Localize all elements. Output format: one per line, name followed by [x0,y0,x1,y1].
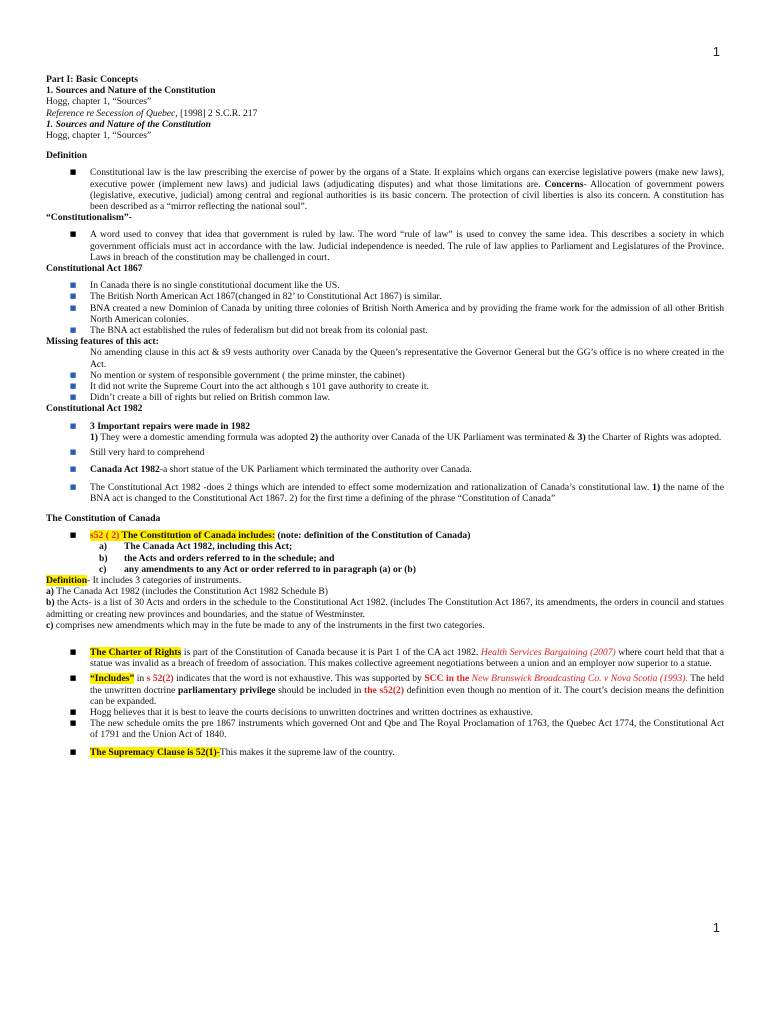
act1982-list [46,421,724,504]
list-item: c) any amendments to any Act or order referred to in paragraph (a) or (b) [99,563,416,575]
section-heading: 1. Sources and Nature of the Constitution [46,85,216,97]
constitution-of-canada-heading: The Constitution of Canada [46,512,161,524]
definition-heading: Definition [46,150,88,162]
list-item [46,229,724,263]
missing-features-first: No amending clause in this act & s9 vests authority over Canada by the Queen’s representative the Governor General but the GG’s office is no where created in the Act. [90,347,724,370]
blue-bullet-icon: ■ [69,303,77,312]
s52-2-reference: s 52(2) [146,673,174,685]
definition-list [46,167,724,212]
list-item: ■ The BNA act established the rules of federalism but did not break from its colonial past. [69,325,428,337]
square-bullet-icon: ■ [69,230,77,239]
category-a: a) The Canada Act 1982 (includes the Constitution Act 1982 Schedule B) [46,586,329,598]
definition-text: Constitutional law is the law prescribing the exercise of power by the organs of a State. It explains which organs can exercise legislative powers (make new laws), executive power (implement new laws) and judicial laws (adjudicating disputes) and what those limitations are. [90,167,724,190]
act1982-heading: Constitutional Act 1982 [46,403,143,415]
includes-label: “Includes” [90,673,135,685]
category-b: b) the Acts- is a list of 30 Acts and orders in the schedule to the Constitutional Act 1982. (includes The Constitution Act 1867, its amendments, the orders in council and statues admitting or creating new provinces and boundaries, and the statue of Westminster. [46,597,724,620]
blue-bullet-icon: ■ [69,393,77,402]
list-item [46,530,724,541]
list-item: ■ Canada Act 1982-a short statue of the UK Parliament which terminated the authority over Canada. [69,464,472,476]
reference-case-cite: , [1998] 2 S.C.R. 217 [175,107,258,119]
part-heading: Part I: Basic Concepts [46,74,138,85]
blue-bullet-icon: ■ [69,281,77,290]
list-item: ■ Didn’t create a bill of rights but relied on British common law. [69,392,331,404]
canada-act-label: Canada Act 1982 [90,464,160,476]
health-services-case: Health Services Bargaining (2007) [480,646,616,658]
document-body [46,74,724,758]
list-item: ■ 3 Important repairs were made in 1982 1) They were a domestic amending formula was adopted 2) the authority over Canada of the UK Parliament was terminated & 3) the Charter of Rights was adopted. [69,420,722,443]
constitutionalism-text: A word used to convey that idea that government is ruled by law. The word “rule of law” is used to convey the same idea. This describes a society in which government officials must act in accordance with the law. Judicial independence is needed. The rule of law applies to Parliament and Legislatures of the Province. Laws in breach of the constitution may be challenged in court. [90,229,724,263]
blue-bullet-icon: ■ [69,370,77,379]
page-number-bottom: 1 [712,920,720,935]
list-item: ■ BNA created a new Dominion of Canada by uniting three colonies of British North America and by providing the frame work for the admission of all other British North American colonies. [69,302,724,325]
definition-label: Definition [46,574,88,586]
blue-bullet-icon: ■ [69,421,77,430]
square-bullet-icon: ■ [69,531,77,540]
charter-label: The Charter of Rights [90,646,182,658]
definition-categories-line: Definition- It includes 3 categories of instruments. [46,574,242,586]
constitutionalism-list [46,229,724,263]
list-item: ■ No mention or system of responsible government ( the prime minster, the cabinet) [69,369,405,381]
list-item: a) The Canada Act 1982, including this Act; [99,541,293,553]
constitution-list [46,530,724,541]
list-item: ■ The British North American Act 1867(changed in 82’ to Constitutional Act 1867) is similar. [69,291,442,303]
nb-broadcasting-case: New Brunswick Broadcasting Co. v Nova Scotia (1993). [471,673,688,685]
list-item: ■ The Charter of Rights is part of the Constitution of Canada because it is Part 1 of the CA act 1982. Health Services Bargaining (2007) where court held that that a statue was invalid as a breach of freedom of association. This makes collective agreement negotiations between a union and an employer now superior to a statue. [69,646,724,670]
hogg-reference-repeat: Hogg, chapter 1, “Sources” [46,130,152,142]
s52-reference: s52 ( 2) [90,530,122,542]
section-heading-repeat: 1. Sources and Nature of the Constitution [46,118,211,130]
list-item: ■ In Canada there is no single constitutional document like the US. [69,280,340,292]
reference-case-line [46,108,724,119]
concerns-text: - Allocation of government powers (legislative, executive, judicial) among central and regional authorities is its basic concern. The protection of civil liberties is also its concern. A constitution has been described as a “mirror reflecting the national soul”. [90,178,724,213]
missing-features-heading: Missing features of this act: [46,336,159,348]
blue-bullet-icon: ■ [69,382,77,391]
act1867-list [46,280,724,336]
blue-bullet-icon: ■ [69,292,77,301]
charter-list [46,647,724,758]
square-bullet-icon: ■ [69,674,77,683]
supremacy-label: The Supremacy Clause is 52(1)- [90,746,220,758]
blue-bullet-icon: ■ [69,465,77,474]
blue-bullet-icon: ■ [69,482,77,491]
square-bullet-icon: ■ [69,719,77,728]
list-item: b) the Acts and orders referred to in the schedule; and [99,552,335,564]
s52-note: (note: definition of the Constitution of Canada) [275,530,471,542]
concerns-label: Concerns [544,178,584,190]
act1867-heading: Constitutional Act 1867 [46,263,143,275]
list-item: ■ Still very hard to comprehend [69,447,205,459]
square-bullet-icon: ■ [69,747,77,756]
list-item: ■ It did not write the Supreme Court into the act although s 101 gave authority to create it. [69,381,429,393]
hogg-reference: Hogg, chapter 1, “Sources” [46,96,152,108]
square-bullet-icon: ■ [69,707,77,716]
square-bullet-icon: ■ [69,168,77,177]
list-item: ■ The new schedule omits the pre 1867 instruments which governed Ont and Qbe and The Royal Proclamation of 1763, the Quebec Act 1774, the Constitutional Act of 1791 and the Union Act of 1840. [69,718,724,741]
blue-bullet-icon: ■ [69,448,77,457]
reference-case-name: Reference re Secession of Quebec [46,107,176,119]
category-c: c) comprises new amendments which may in the fute be made to any of the instruments in the first two categories. [46,619,485,631]
repairs-heading: 3 Important repairs were made in 1982 [90,420,251,432]
s52-title: The Constitution of Canada includes: [121,530,276,542]
list-item: ■ Hogg believes that it is best to leave the courts decisions to unwritten doctrines and written doctrines as exhaustive. [69,706,534,718]
list-item: ■ The Constitutional Act 1982 -does 2 things which are intended to effect some modernization and rationalization of Canada’s constitutional law. 1) the name of the BNA act is changed to the Constitutional Act 1867. 2) for the first time a defining of the phrase “Constitution of Canada” [69,481,724,504]
list-item: ■ “Includes” in s 52(2) indicates that the word is not exhaustive. This was supported by SCC in the New Brunswick Broadcasting Co. v Nova Scotia (1993). The held the unwritten doctrine parliamentary privilege should be included in the s52(2) definition even though no mention of it. The court’s decision means the definition can be expanded. [69,673,724,707]
constitutionalism-heading: “Constitutionalism”- [46,212,132,224]
page-number-top: 1 [712,44,720,59]
missing-features-list [46,370,724,404]
lettered-list [46,541,724,575]
list-item: ■ The Supremacy Clause is 52(1)-This makes it the supreme law of the country. [69,746,395,758]
square-bullet-icon: ■ [69,647,77,656]
blue-bullet-icon: ■ [69,326,77,335]
list-item [46,167,724,212]
